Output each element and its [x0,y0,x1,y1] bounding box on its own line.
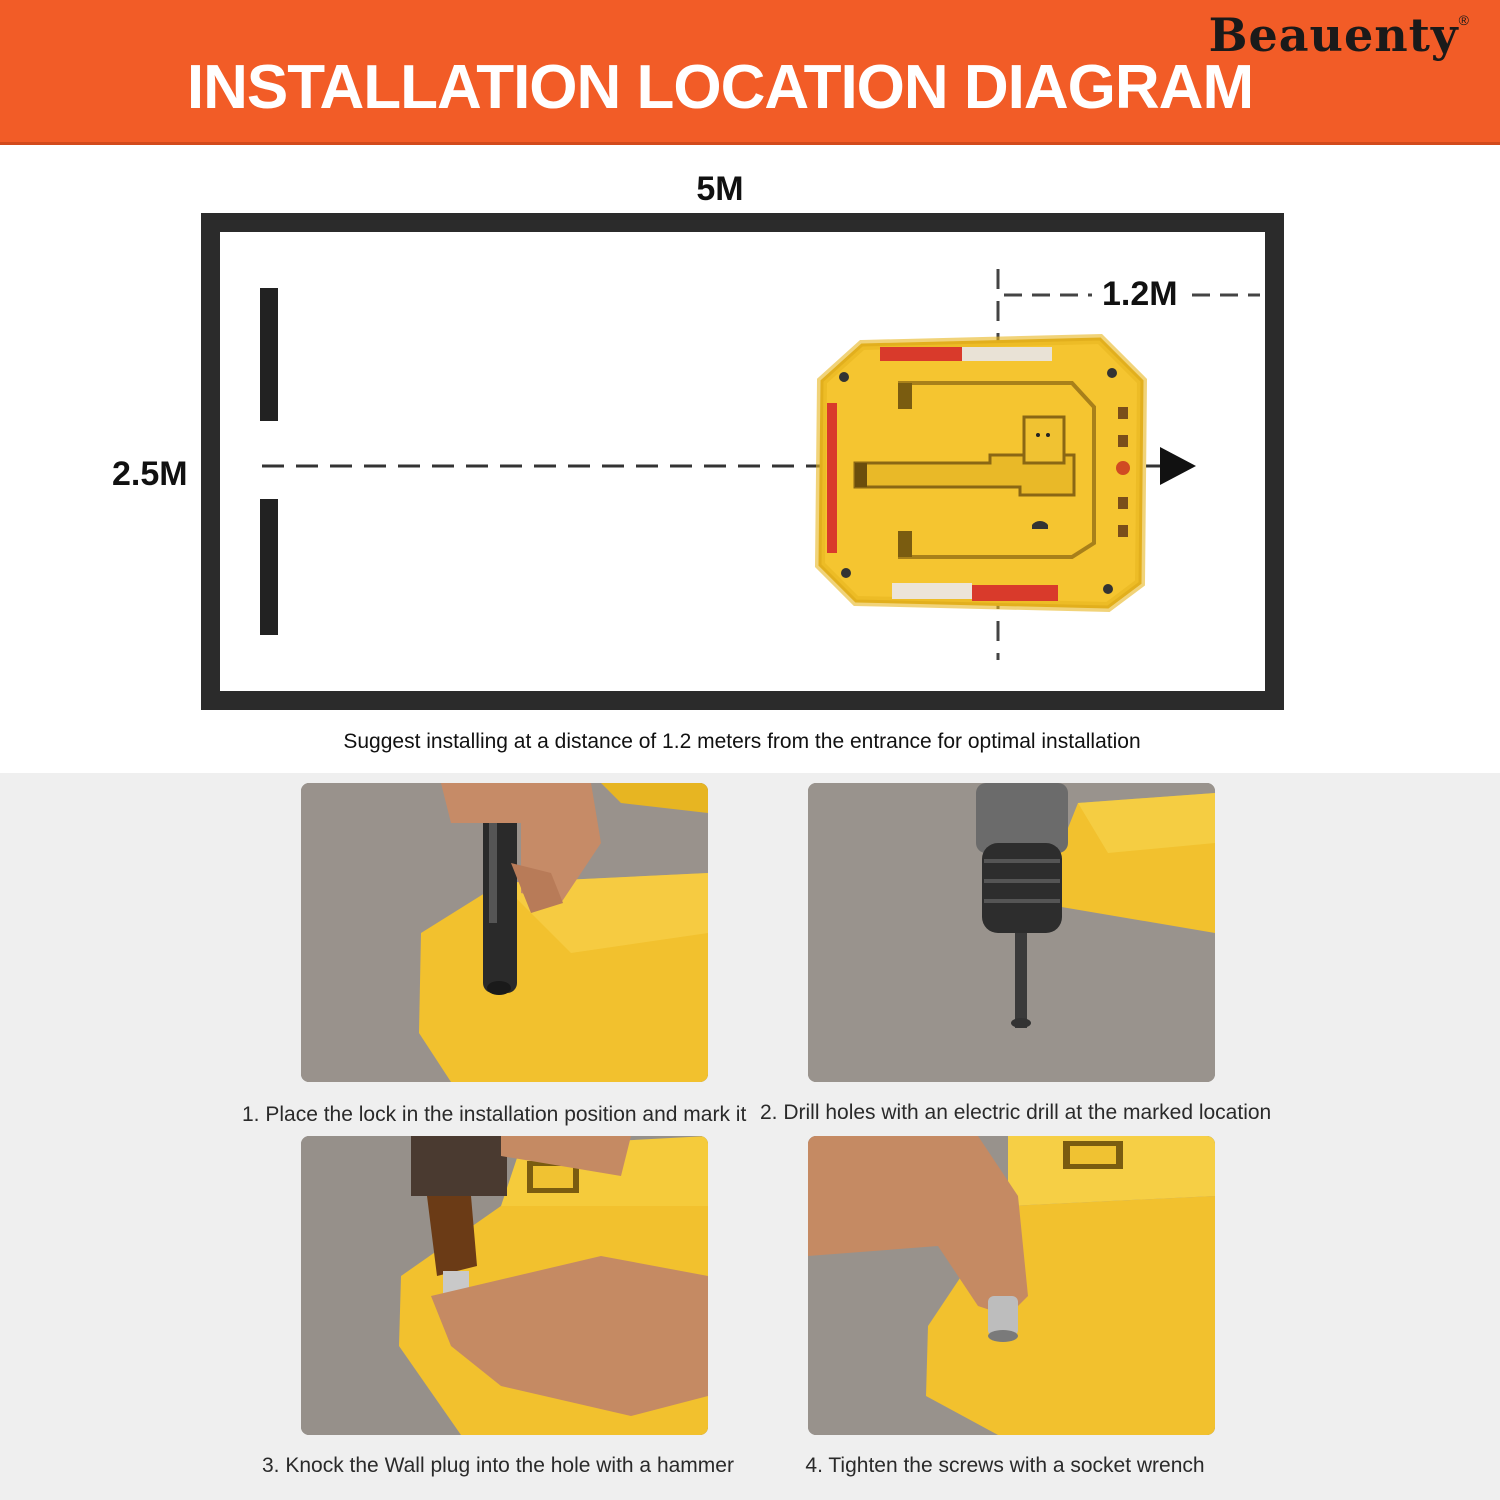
page-title: INSTALLATION LOCATION DIAGRAM [186,53,1254,122]
parking-lock-device [820,339,1142,607]
electric-drill-photo [808,783,1215,1082]
installation-steps [0,773,1500,1500]
reflector-top [880,347,962,361]
width-dimension-label: 5M [696,170,744,208]
header-banner [0,0,1500,145]
entrance-post-bottom [260,499,278,635]
marking-pen-photo [301,783,708,1082]
height-dimension-label: 2.5M [112,455,188,493]
step-4-caption: 4. Tighten the screws with a socket wrench [805,1454,1205,1477]
step-1-caption: 1. Place the lock in the installation position and mark it [242,1103,747,1126]
brand-logo [1209,8,1470,62]
reflector-side [827,403,837,553]
reflector-bottom [972,585,1058,601]
installation-diagram [0,145,1500,773]
reflector-bottom-white [892,583,972,599]
step-2-caption: 2. Drill holes with an electric drill at the marked location [760,1101,1272,1124]
reflector-top-white [962,347,1052,361]
registered-mark: ® [1458,12,1470,28]
diagram-graphics [0,145,1500,773]
diagram-caption: Suggest installing at a distance of 1.2 meters from the entrance for optimal installation [343,730,1141,753]
entrance-post-top [260,288,278,421]
brand-name: Beauenty [1208,8,1459,62]
step-3-caption: 3. Knock the Wall plug into the hole with a hammer [262,1454,734,1477]
distance-dimension-label: 1.2M [1096,275,1184,314]
direction-arrow-icon [1160,447,1196,485]
hammer-photo [301,1136,708,1435]
socket-wrench-photo [808,1136,1215,1435]
